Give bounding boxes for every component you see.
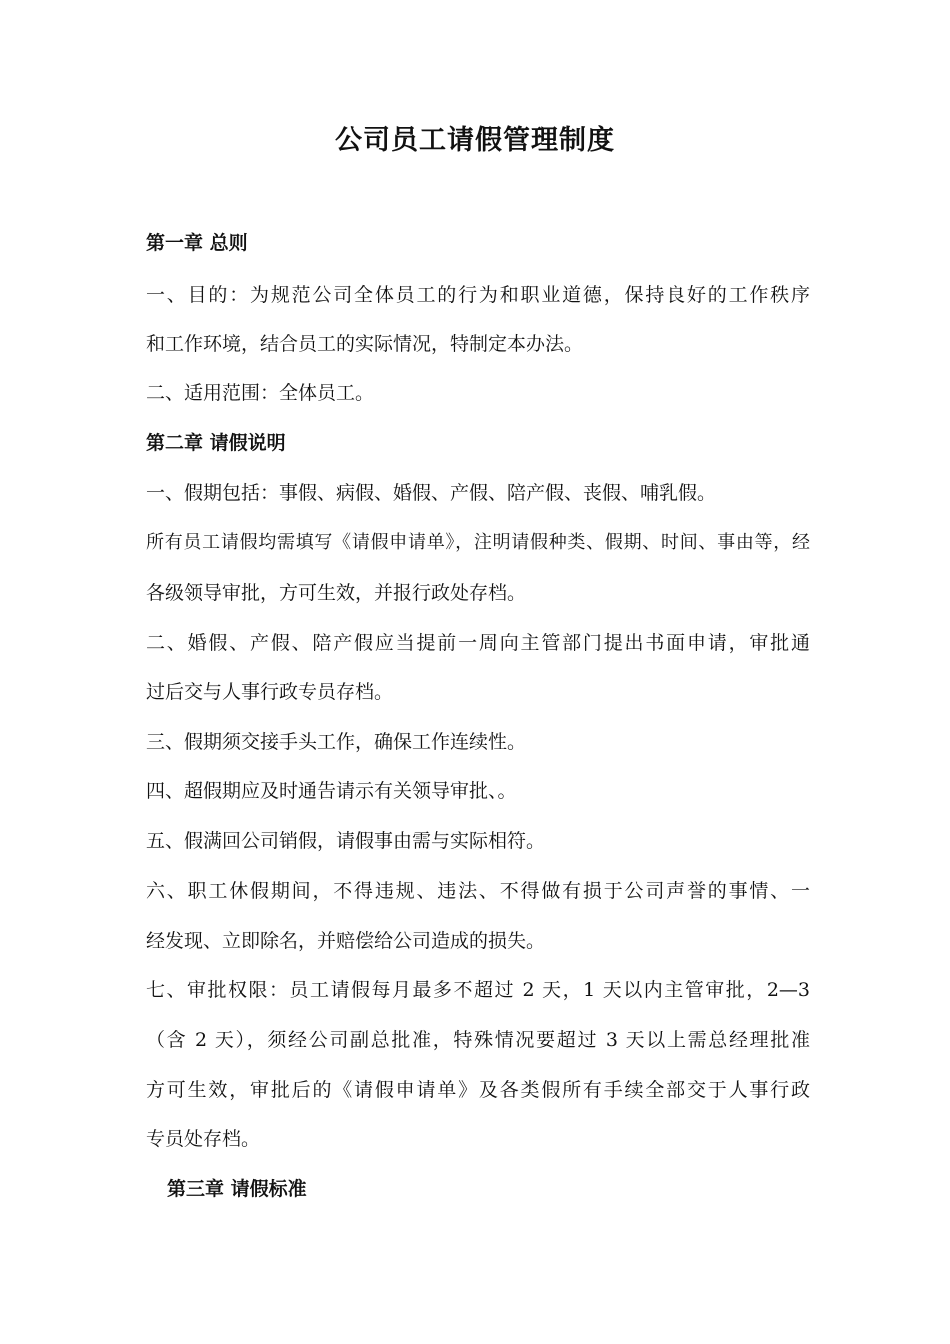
chapter-2-heading: 第二章 请假说明 [146,432,286,454]
chapter-1-line-3: 二、适用范围：全体员工。 [146,382,375,404]
chapter-1-line-1: 一、目的：为规范公司全体员工的行为和职业道德，保持良好的工作秩序 [146,284,810,306]
chapter-2-line-14: 专员处存档。 [146,1128,261,1150]
chapter-2-line-9: 六、职工休假期间，不得违规、违法、不得做有损于公司声誉的事情、一 [146,880,810,902]
chapter-3-heading: 第三章 请假标准 [167,1178,307,1200]
document-title: 公司员工请假管理制度 [335,125,615,156]
chapter-2-line-12: （含 2 天），须经公司副总批准，特殊情况要超过 3 天以上需总经理批准 [146,1029,810,1051]
chapter-2-line-4: 二、婚假、产假、陪产假应当提前一周向主管部门提出书面申请，审批通 [146,632,810,654]
chapter-2-line-8: 五、假满回公司销假，请假事由需与实际相符。 [146,830,546,852]
chapter-1-line-2: 和工作环境，结合员工的实际情况，特制定本办法。 [146,333,584,355]
chapter-2-line-6: 三、假期须交接手头工作，确保工作连续性。 [146,731,527,753]
chapter-2-line-10: 经发现、立即除名，并赔偿给公司造成的损失。 [146,930,546,952]
chapter-2-line-11: 七、审批权限：员工请假每月最多不超过 2 天，1 天以内主管审批，2—3 [146,979,810,1001]
chapter-2-line-2: 所有员工请假均需填写《请假申请单》，注明请假种类、假期、时间、事由等，经 [146,532,810,553]
chapter-2-line-7: 四、超假期应及时通告请示有关领导审批、。 [146,780,517,802]
chapter-2-line-13: 方可生效，审批后的《请假申请单》及各类假所有手续全部交于人事行政 [146,1079,810,1101]
chapter-2-line-1: 一、假期包括：事假、病假、婚假、产假、陪产假、丧假、哺乳假。 [146,482,717,504]
chapter-2-line-3: 各级领导审批，方可生效，并报行政处存档。 [146,582,527,604]
chapter-1-heading: 第一章 总则 [146,232,248,254]
chapter-2-line-5: 过后交与人事行政专员存档。 [146,681,394,703]
